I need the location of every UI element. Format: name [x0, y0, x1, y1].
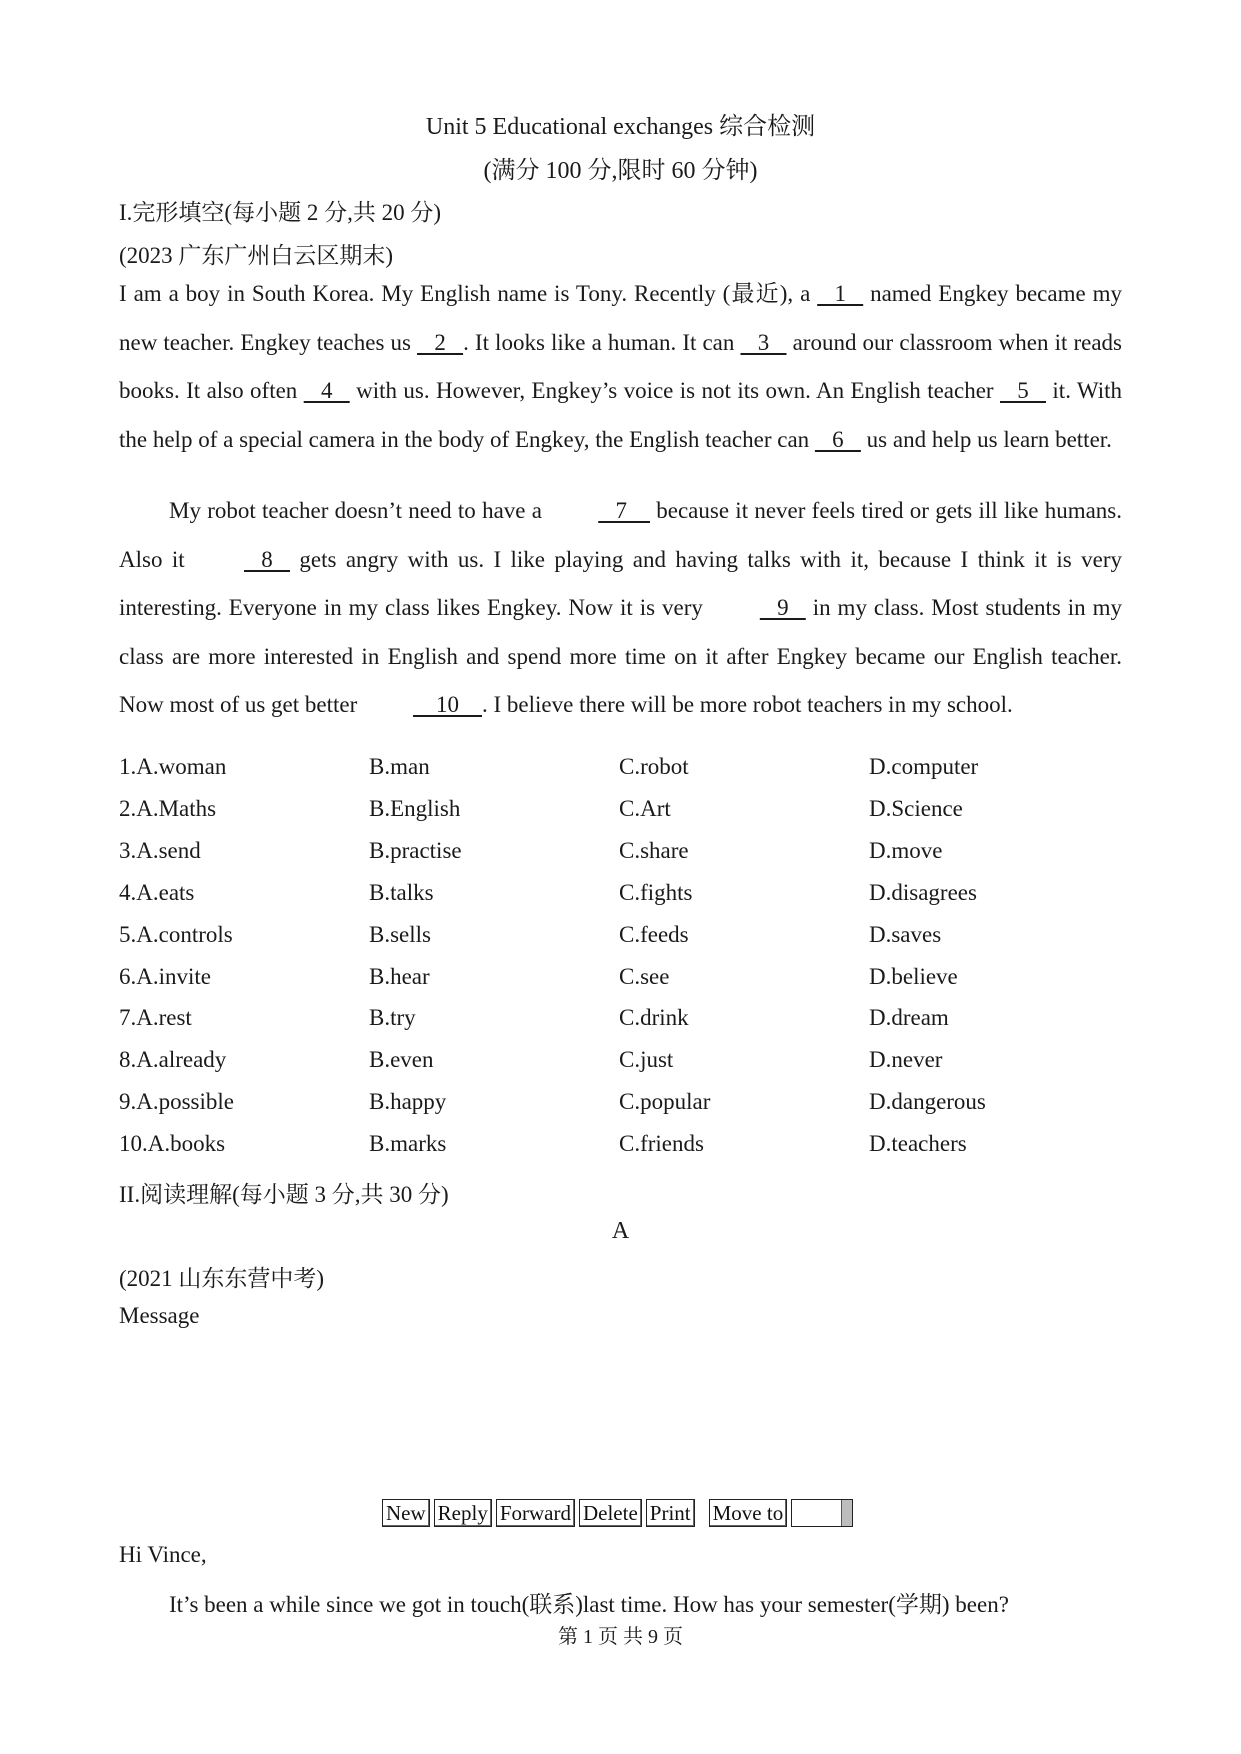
move-to-select[interactable] [791, 1499, 853, 1527]
option-a: 3.A.send [119, 837, 201, 863]
paragraph-text: in my class. Most students in my class are more interested in English and spend more time on it after Engkey became our English teacher. Now most of us get better [119, 595, 1122, 718]
option-b: B.marks [369, 1131, 447, 1157]
option-b: B.hear [369, 963, 430, 989]
option-row [119, 1131, 1122, 1161]
option-b: B.practise [369, 837, 462, 863]
part-label: A [611, 1218, 630, 1244]
option-row [119, 1089, 1122, 1119]
answer-blank: 9 [759, 595, 806, 621]
paragraph-text: My robot teacher doesn’t need to have a [169, 498, 549, 523]
answer-blank: 6 [814, 426, 861, 452]
option-a: 1.A.woman [119, 754, 227, 779]
paragraph-text: . I believe there will be more robot teachers in my school. [482, 692, 1013, 718]
option-a: 2.A.Maths [119, 795, 217, 821]
option-b: B.English [369, 795, 461, 821]
answer-blank: 4 [303, 378, 350, 404]
option-a: 7.A.rest [119, 1005, 192, 1031]
option-row [119, 796, 1122, 826]
option-c: C.drink [619, 1005, 689, 1031]
cloze-paragraph-2 [119, 487, 1122, 730]
option-c: C.fights [619, 879, 693, 905]
paragraph-text: because it never feels tired or gets ill like humans. Also it [119, 498, 1123, 572]
message-greeting: Hi Vince, [119, 1542, 207, 1567]
option-a: 8.A.already [119, 1047, 227, 1073]
option-a: 9.A.possible [119, 1089, 234, 1115]
print-button[interactable]: Print [646, 1499, 695, 1527]
page-subtitle: (满分 100 分,限时 60 分钟) [483, 158, 758, 184]
paragraph-text: with us. However, Engkey’s voice is not its own. An English teacher [349, 378, 1000, 404]
option-row [119, 838, 1122, 868]
paragraph-text: gets angry with us. I like playing and having talks with it, because I think it is very interesting. Everyone in my class likes Engkey. Now it is very [119, 546, 1123, 621]
paragraph-text: us and help us learn better. [860, 426, 1112, 452]
option-row [119, 964, 1122, 994]
answer-blank: 2 [417, 329, 464, 355]
option-c: C.robot [619, 754, 689, 779]
option-c: C.friends [619, 1131, 704, 1157]
option-a: 4.A.eats [119, 879, 195, 905]
option-d: D.believe [869, 963, 958, 989]
answer-blank: 5 [1000, 378, 1046, 404]
paragraph-text: it. With the help of a special camera in the body of Engkey, the English teacher can [119, 378, 1123, 452]
page-title: Unit 5 Educational exchanges 综合检测 [425, 114, 816, 140]
paragraph-text: . It looks like a human. It can [463, 329, 741, 355]
option-d: D.computer [869, 754, 979, 779]
option-c: C.just [619, 1047, 674, 1073]
cloze-paragraph-1 [119, 270, 1122, 464]
message-first-line: It’s been a while since we got in touch(联系)last time. How has your semester(学期) been? [169, 1592, 1009, 1617]
option-d: D.move [869, 837, 943, 863]
message-toolbar [382, 1498, 853, 1528]
option-c: C.see [619, 963, 670, 989]
option-b: B.talks [369, 879, 434, 905]
option-a: 6.A.invite [119, 963, 211, 989]
paragraph-text: I am a boy in South Korea. My English name is Tony. Recently (最近), a [119, 281, 818, 306]
message-label: Message [119, 1303, 200, 1328]
section1-heading: I.完形填空(每小题 2 分,共 20 分) [119, 200, 441, 225]
delete-button[interactable]: Delete [579, 1499, 642, 1527]
forward-button[interactable]: Forward [496, 1499, 575, 1527]
option-d: D.Science [869, 795, 963, 821]
answer-blank: 1 [817, 281, 864, 306]
option-row [119, 880, 1122, 910]
page-footer: 第 1 页 共 9 页 [558, 1626, 683, 1648]
option-d: D.never [869, 1047, 943, 1073]
option-d: D.saves [869, 921, 942, 947]
section2-source: (2021 山东东营中考) [119, 1266, 325, 1291]
option-row [119, 1047, 1122, 1077]
option-row [119, 922, 1122, 952]
new-button[interactable]: New [382, 1499, 430, 1527]
option-row [119, 754, 1122, 784]
answer-blank: 3 [740, 329, 787, 355]
paragraph-text: around our classroom when it reads books. It also often [119, 329, 1122, 404]
option-b: B.happy [369, 1089, 447, 1115]
paragraph-text: named Engkey became my new teacher. Engkey teaches us [119, 281, 1122, 355]
option-a: 10.A.books [119, 1131, 226, 1157]
option-b: B.try [369, 1005, 416, 1031]
section2-heading: II.阅读理解(每小题 3 分,共 30 分) [119, 1182, 449, 1207]
move-to-button[interactable]: Move to [709, 1499, 788, 1527]
option-c: C.share [619, 837, 689, 863]
option-d: D.teachers [869, 1131, 967, 1157]
option-b: B.even [369, 1047, 434, 1073]
answer-blank: 8 [244, 546, 291, 572]
option-d: D.disagrees [869, 879, 977, 905]
option-d: D.dream [869, 1005, 949, 1031]
section1-source: (2023 广东广州白云区期末) [119, 243, 394, 268]
answer-blank: 10 [413, 692, 483, 718]
option-c: C.popular [619, 1089, 711, 1115]
option-row [119, 1005, 1122, 1035]
option-d: D.dangerous [869, 1089, 986, 1115]
answer-blank: 7 [598, 498, 650, 523]
option-c: C.Art [619, 795, 671, 821]
select-scroll-arrow [841, 1500, 852, 1526]
option-a: 5.A.controls [119, 921, 233, 947]
reply-button[interactable]: Reply [434, 1499, 492, 1527]
option-c: C.feeds [619, 921, 689, 947]
option-b: B.man [369, 754, 430, 779]
option-b: B.sells [369, 921, 431, 947]
